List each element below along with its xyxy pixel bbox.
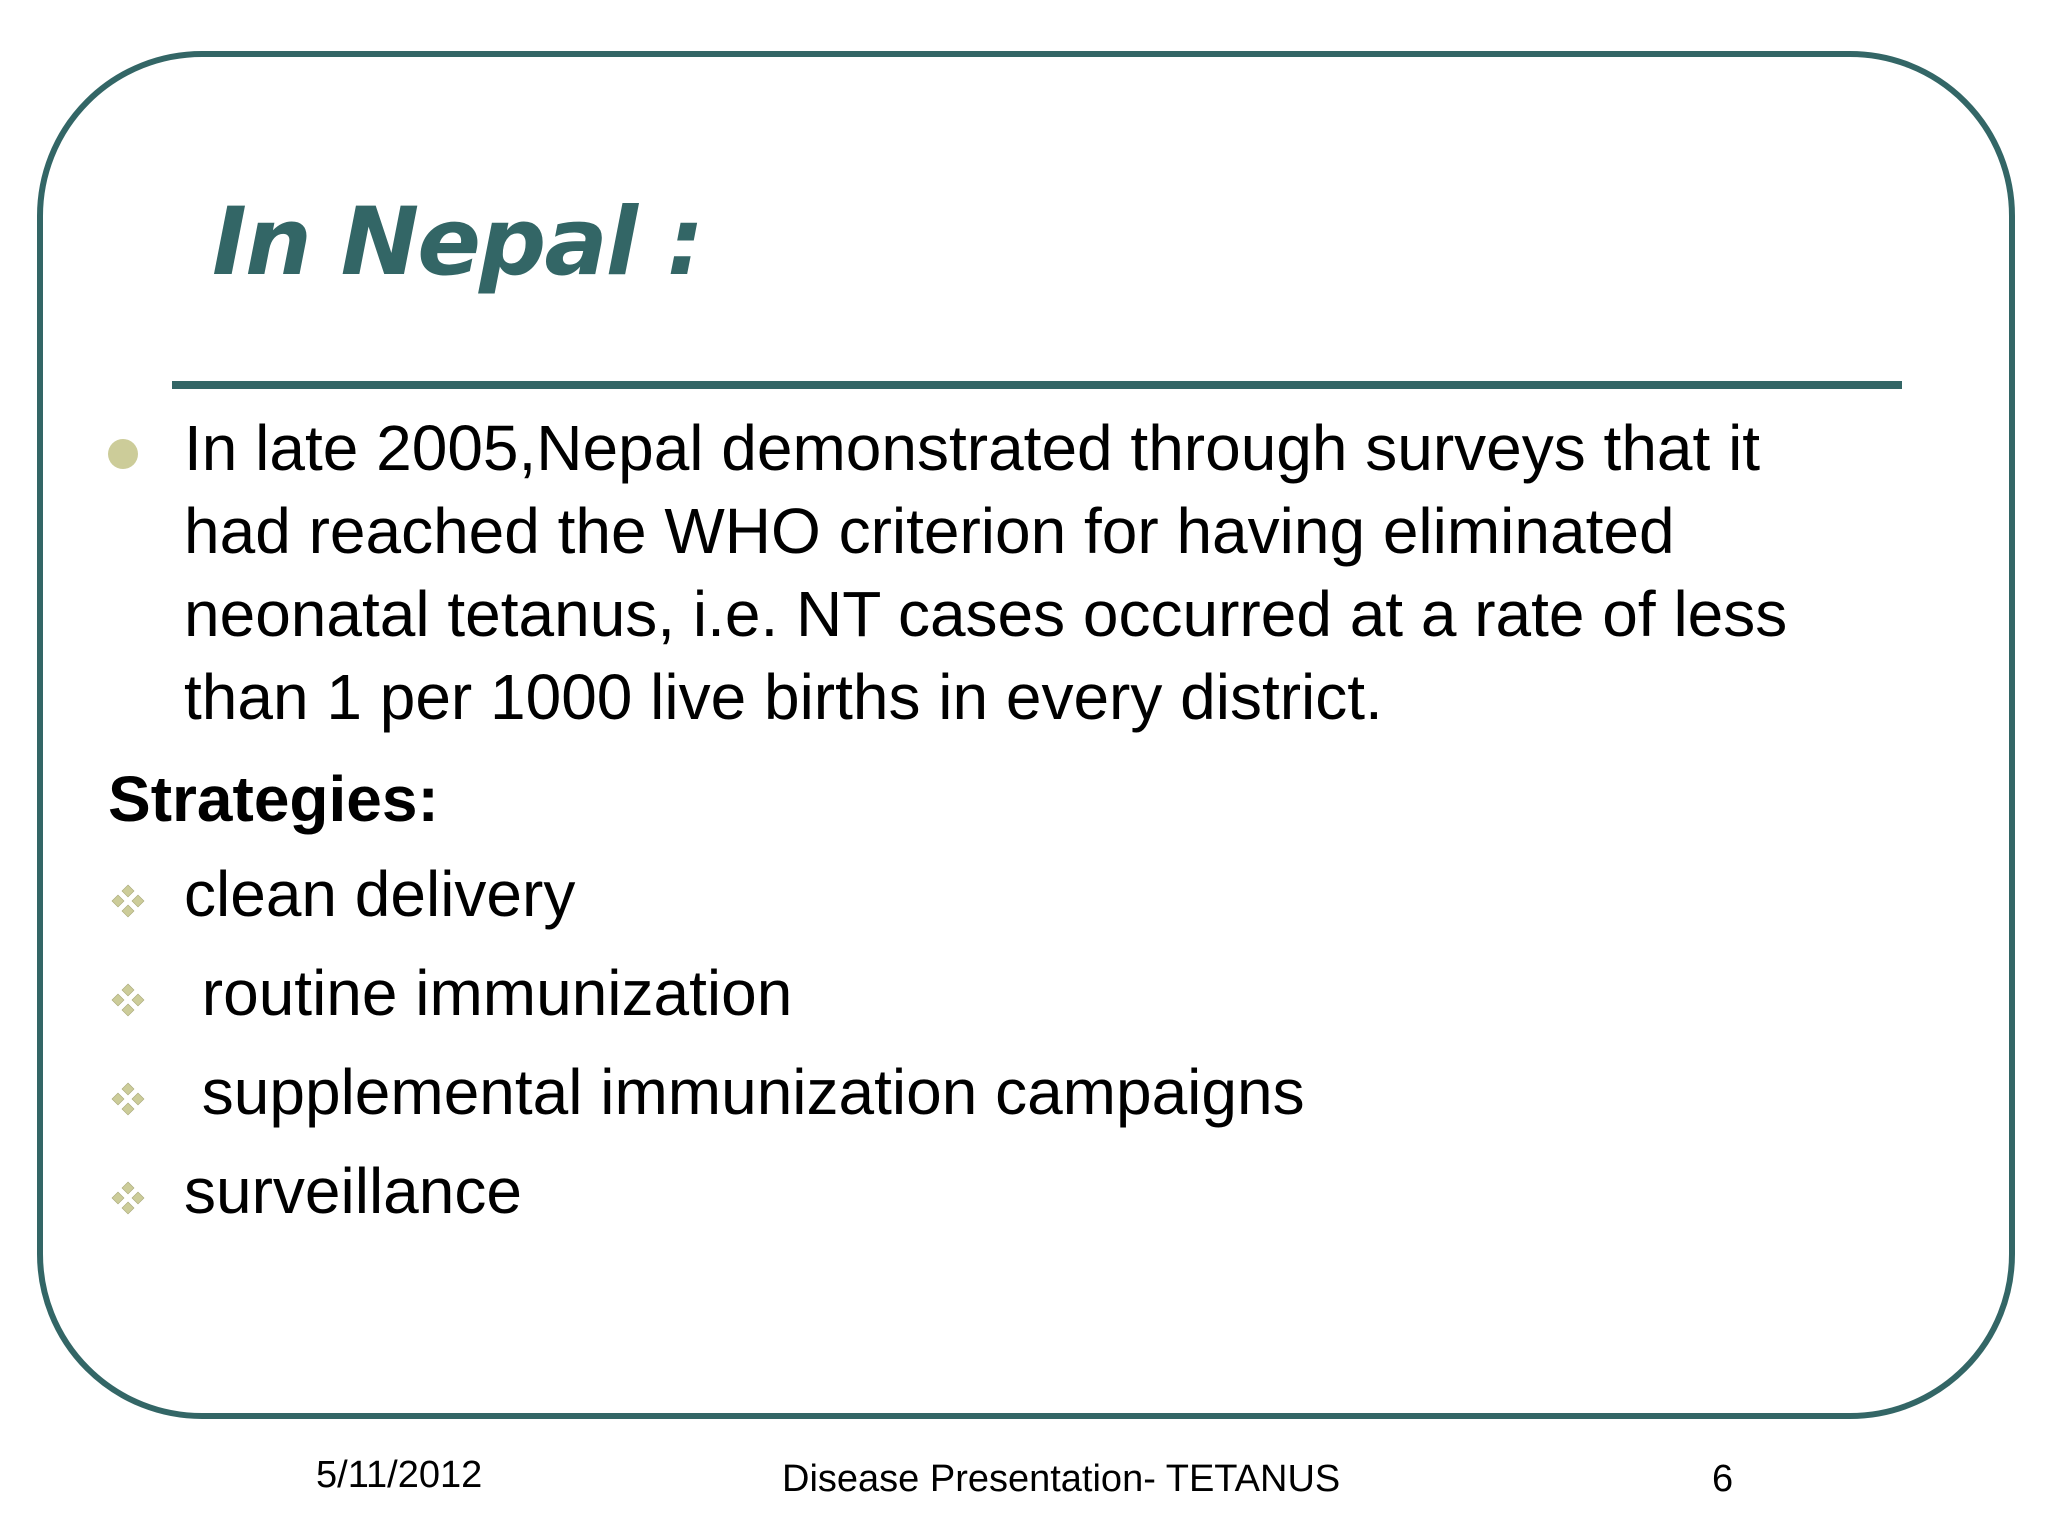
paragraph-line: neonatal tetanus, i.e. NT cases occurred at a rate of less (184, 578, 1788, 650)
strategy-item: clean delivery (184, 858, 576, 930)
strategy-item: supplemental immunization campaigns (184, 1056, 1305, 1128)
paragraph-line: had reached the WHO criterion for having eliminated (184, 495, 1675, 567)
four-diamond-bullet-icon (110, 982, 146, 1018)
footer-title: Disease Presentation- TETANUS (782, 1458, 1341, 1500)
paragraph-line: In late 2005,Nepal demonstrated through surveys that it (184, 412, 1761, 484)
title-underline (172, 381, 1902, 389)
four-diamond-bullet-icon (110, 883, 146, 919)
footer-date: 5/11/2012 (316, 1454, 483, 1496)
footer-page-number: 6 (1712, 1458, 1734, 1500)
circle-bullet-icon (108, 439, 138, 469)
four-diamond-bullet-icon (110, 1081, 146, 1117)
strategy-item: routine immunization (184, 957, 793, 1029)
strategies-heading: Strategies: (108, 763, 439, 835)
strategy-item: surveillance (184, 1155, 522, 1227)
slide-title: In Nepal : (212, 188, 703, 297)
paragraph-line: than 1 per 1000 live births in every district. (184, 661, 1383, 733)
four-diamond-bullet-icon (110, 1180, 146, 1216)
main-paragraph (184, 407, 1924, 739)
